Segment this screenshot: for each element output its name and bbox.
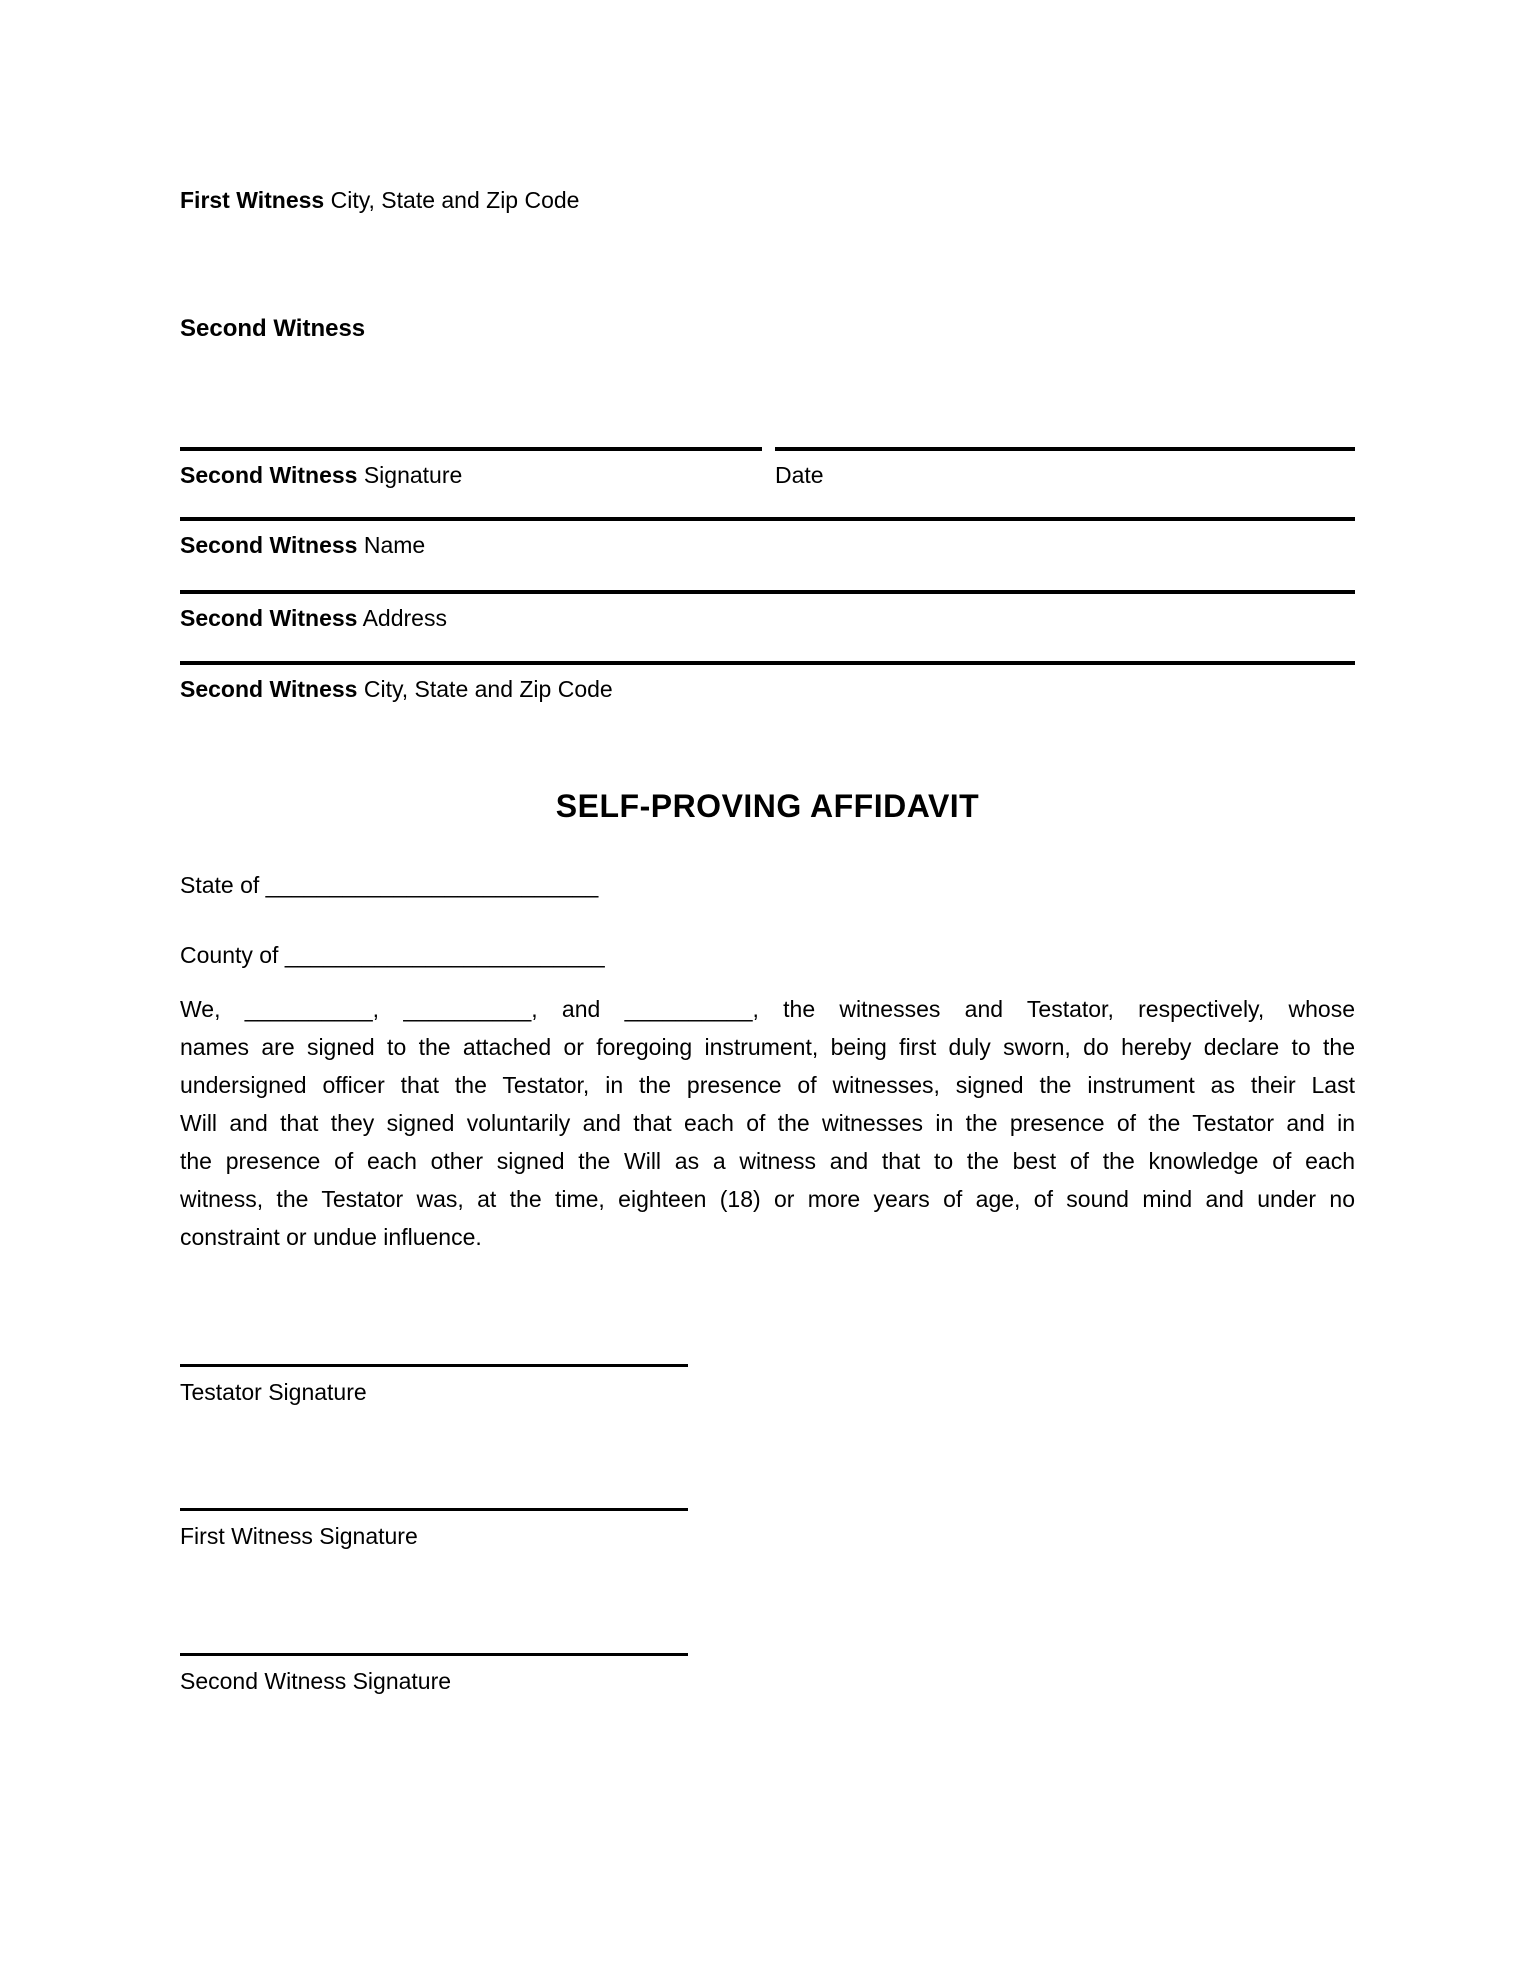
second-witness-address-label [180,604,447,632]
state-of-label: State of [180,872,266,898]
testator-signature-line [180,1364,688,1367]
affidavit-paragraph-line: constraint or undue influence. [180,1224,482,1250]
second-witness-city-label-bold: Second Witness [180,676,358,702]
county-blank: _________________________ [284,942,605,968]
date-line [775,447,1355,451]
affidavit-paragraph-line: names are signed to the attached or foregoing instrument, being first duly sworn, do hereby declare to the [180,1034,1355,1060]
affidavit-paragraph-line: undersigned officer that the Testator, in the presence of witnesses, signed the instrument as their Last [180,1072,1355,1098]
affidavit-paragraph [180,990,1355,1256]
second-witness-signature-label-bottom: Second Witness Signature [180,1668,452,1694]
second-witness-name-line [180,517,1355,521]
second-witness-name-label-bold: Second Witness [180,532,358,558]
first-witness-signature-line [180,1508,688,1511]
first-witness-city-label [180,186,579,214]
second-witness-name-label [180,531,425,559]
date-label: Date [775,462,824,488]
second-witness-city-label-rest: City, State and Zip Code [357,676,613,702]
second-witness-city-line [180,661,1355,665]
county-of-row [180,940,605,970]
state-of-row [180,870,598,900]
first-witness-city-label-rest: City, State and Zip Code [324,187,580,213]
second-witness-signature-line [180,1653,688,1656]
second-witness-signature-label [180,461,462,489]
first-witness-signature-label: First Witness Signature [180,1523,418,1549]
second-witness-signature-label-rest: Signature [357,462,463,488]
affidavit-paragraph-line: We, __________, __________, and __________, the witnesses and Testator, respectively, whose [180,996,1355,1022]
affidavit-paragraph-line: witness, the Testator was, at the time, eighteen (18) or more years of age, of sound mind and under no [180,1186,1355,1212]
second-witness-city-label [180,675,613,703]
second-witness-address-label-rest: Address [357,605,447,631]
testator-signature-label: Testator Signature [180,1379,367,1405]
second-witness-address-line [180,590,1355,594]
county-of-label: County of [180,942,285,968]
second-witness-signature-line [180,447,762,451]
second-witness-signature-label-bold: Second Witness [180,462,358,488]
affidavit-paragraph-line: Will and that they signed voluntarily and that each of the witnesses in the presence of the Testator and in [180,1110,1355,1136]
affidavit-title: SELF-PROVING AFFIDAVIT [555,788,980,824]
first-witness-city-label-bold: First Witness [180,187,325,213]
second-witness-heading: Second Witness [180,315,366,342]
affidavit-paragraph-line: the presence of each other signed the Will as a witness and that to the best of the knowledge of each [180,1148,1355,1174]
second-witness-name-label-rest: Name [357,532,426,558]
state-blank: __________________________ [265,872,599,898]
second-witness-address-label-bold: Second Witness [180,605,358,631]
